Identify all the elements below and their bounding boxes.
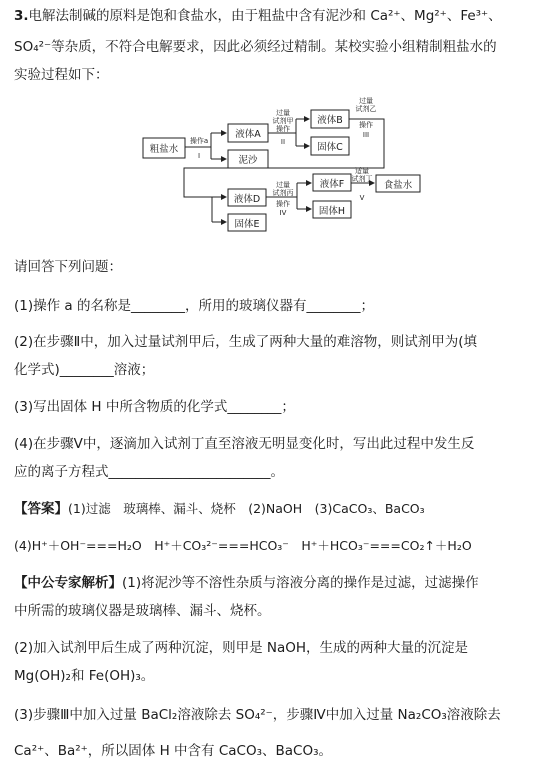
answer-line-1 (14, 500, 425, 518)
question-4-line-2: 应的离子方程式________________________。 (14, 464, 284, 480)
analysis-line-2: 中所需的玻璃仪器是玻璃棒、漏斗、烧杯。 (14, 603, 271, 619)
liquid-b-label: 液体B (317, 115, 343, 126)
question-number: 3. (14, 8, 29, 24)
question-intro-line-2: SO₄²⁻等杂质，不符合电解要求，因此必须经过精制。某校实验小组精制粗盐水的 (14, 39, 497, 55)
question-4-line-1: (4)在步骤Ⅴ中，逐滴加入试剂丁直至溶液无明显变化时，写出此过程中发生反 (14, 436, 475, 452)
analysis-line-4: Mg(OH)₂和 Fe(OH)₃。 (14, 668, 155, 684)
analysis-label: 【中公专家解析】 (14, 575, 122, 591)
reagent-bing-line-1: 过量 (276, 181, 290, 189)
reagent-yi-line-3: 操作 (359, 121, 373, 129)
op-a-label: 操作a (189, 137, 209, 145)
analysis-line-1 (14, 574, 479, 592)
solid-e-label: 固体E (234, 219, 260, 230)
reagent-jia-line-1: 过量 (276, 109, 290, 117)
crude-brine-label: 粗盐水 (149, 144, 179, 155)
reagent-yi-line-2: 试剂乙 (355, 105, 377, 113)
brine-label: 食盐水 (383, 180, 413, 191)
reagent-yi-line-1: 过量 (359, 97, 373, 105)
reagent-ding-line-2: 试剂丁 (351, 175, 373, 183)
analysis-line-3: (2)加入试剂甲后生成了两种沉淀，则甲是 NaOH，生成的两种大量的沉淀是 (14, 640, 469, 656)
question-2-line-2: 化学式)________溶液； (14, 362, 155, 378)
reagent-bing-line-2: 试剂丙 (272, 189, 294, 197)
analysis-line-6: Ca²⁺、Ba²⁺，所以固体 H 中含有 CaCO₃、BaCO₃。 (14, 743, 332, 759)
reagent-jia-line-2: 试剂甲 (272, 117, 294, 125)
analysis-text-1: (1)将泥沙等不溶性杂质与溶液分离的操作是过滤，过滤操作 (122, 575, 479, 591)
question-2-line-1: (2)在步骤Ⅱ中，加入过量试剂甲后，生成了两种大量的难溶物，则试剂甲为(填 (14, 334, 478, 350)
question-1: (1)操作 a 的名称是________，所用的玻璃仪器有________； (14, 298, 374, 314)
analysis-line-5: (3)步骤Ⅲ中加入过量 BaCl₂溶液除去 SO₄²⁻，步骤Ⅳ中加入过量 Na₂CO₃溶液除去 (14, 707, 501, 723)
solid-c-label: 固体C (317, 142, 343, 153)
step-4-label: IV (279, 209, 287, 217)
reagent-jia-line-3: 操作 (276, 125, 290, 133)
liquid-a-label: 液体A (235, 129, 261, 140)
mud-label: 泥沙 (238, 155, 258, 166)
reagent-bing-line-3: 操作 (276, 200, 290, 208)
step-1-label: I (197, 152, 201, 160)
question-3: (3)写出固体 H 中所含物质的化学式________； (14, 399, 295, 415)
question-intro-line-3: 实验过程如下： (14, 67, 109, 83)
liquid-d-label: 液体D (233, 194, 261, 205)
solid-h-label: 固体H (318, 206, 346, 217)
step-5-label: V (359, 194, 365, 202)
question-intro-text-1: 电解法制碱的原料是饱和食盐水，由于粗盐中含有泥沙和 Ca²⁺、Mg²⁺、Fe³⁺、 (28, 8, 502, 24)
answer-line-2: (4)H⁺＋OH⁻===H₂O H⁺＋CO₃²⁻===HCO₃⁻ H⁺＋HCO₃⁻===CO₂↑＋H₂O (14, 538, 472, 553)
step-3-label: III (362, 131, 370, 139)
answer-text: (1)过滤 玻璃棒、漏斗、烧杯 (2)NaOH (3)CaCO₃、BaCO₃ (68, 501, 425, 516)
process-flow-diagram (0, 0, 534, 240)
answer-label: 【答案】 (14, 501, 68, 517)
reagent-ding-line-1: 适量 (355, 167, 369, 175)
questions-prompt: 请回答下列问题： (14, 259, 122, 275)
step-2-label: II (280, 138, 286, 146)
liquid-f-label: 液体F (319, 179, 345, 190)
